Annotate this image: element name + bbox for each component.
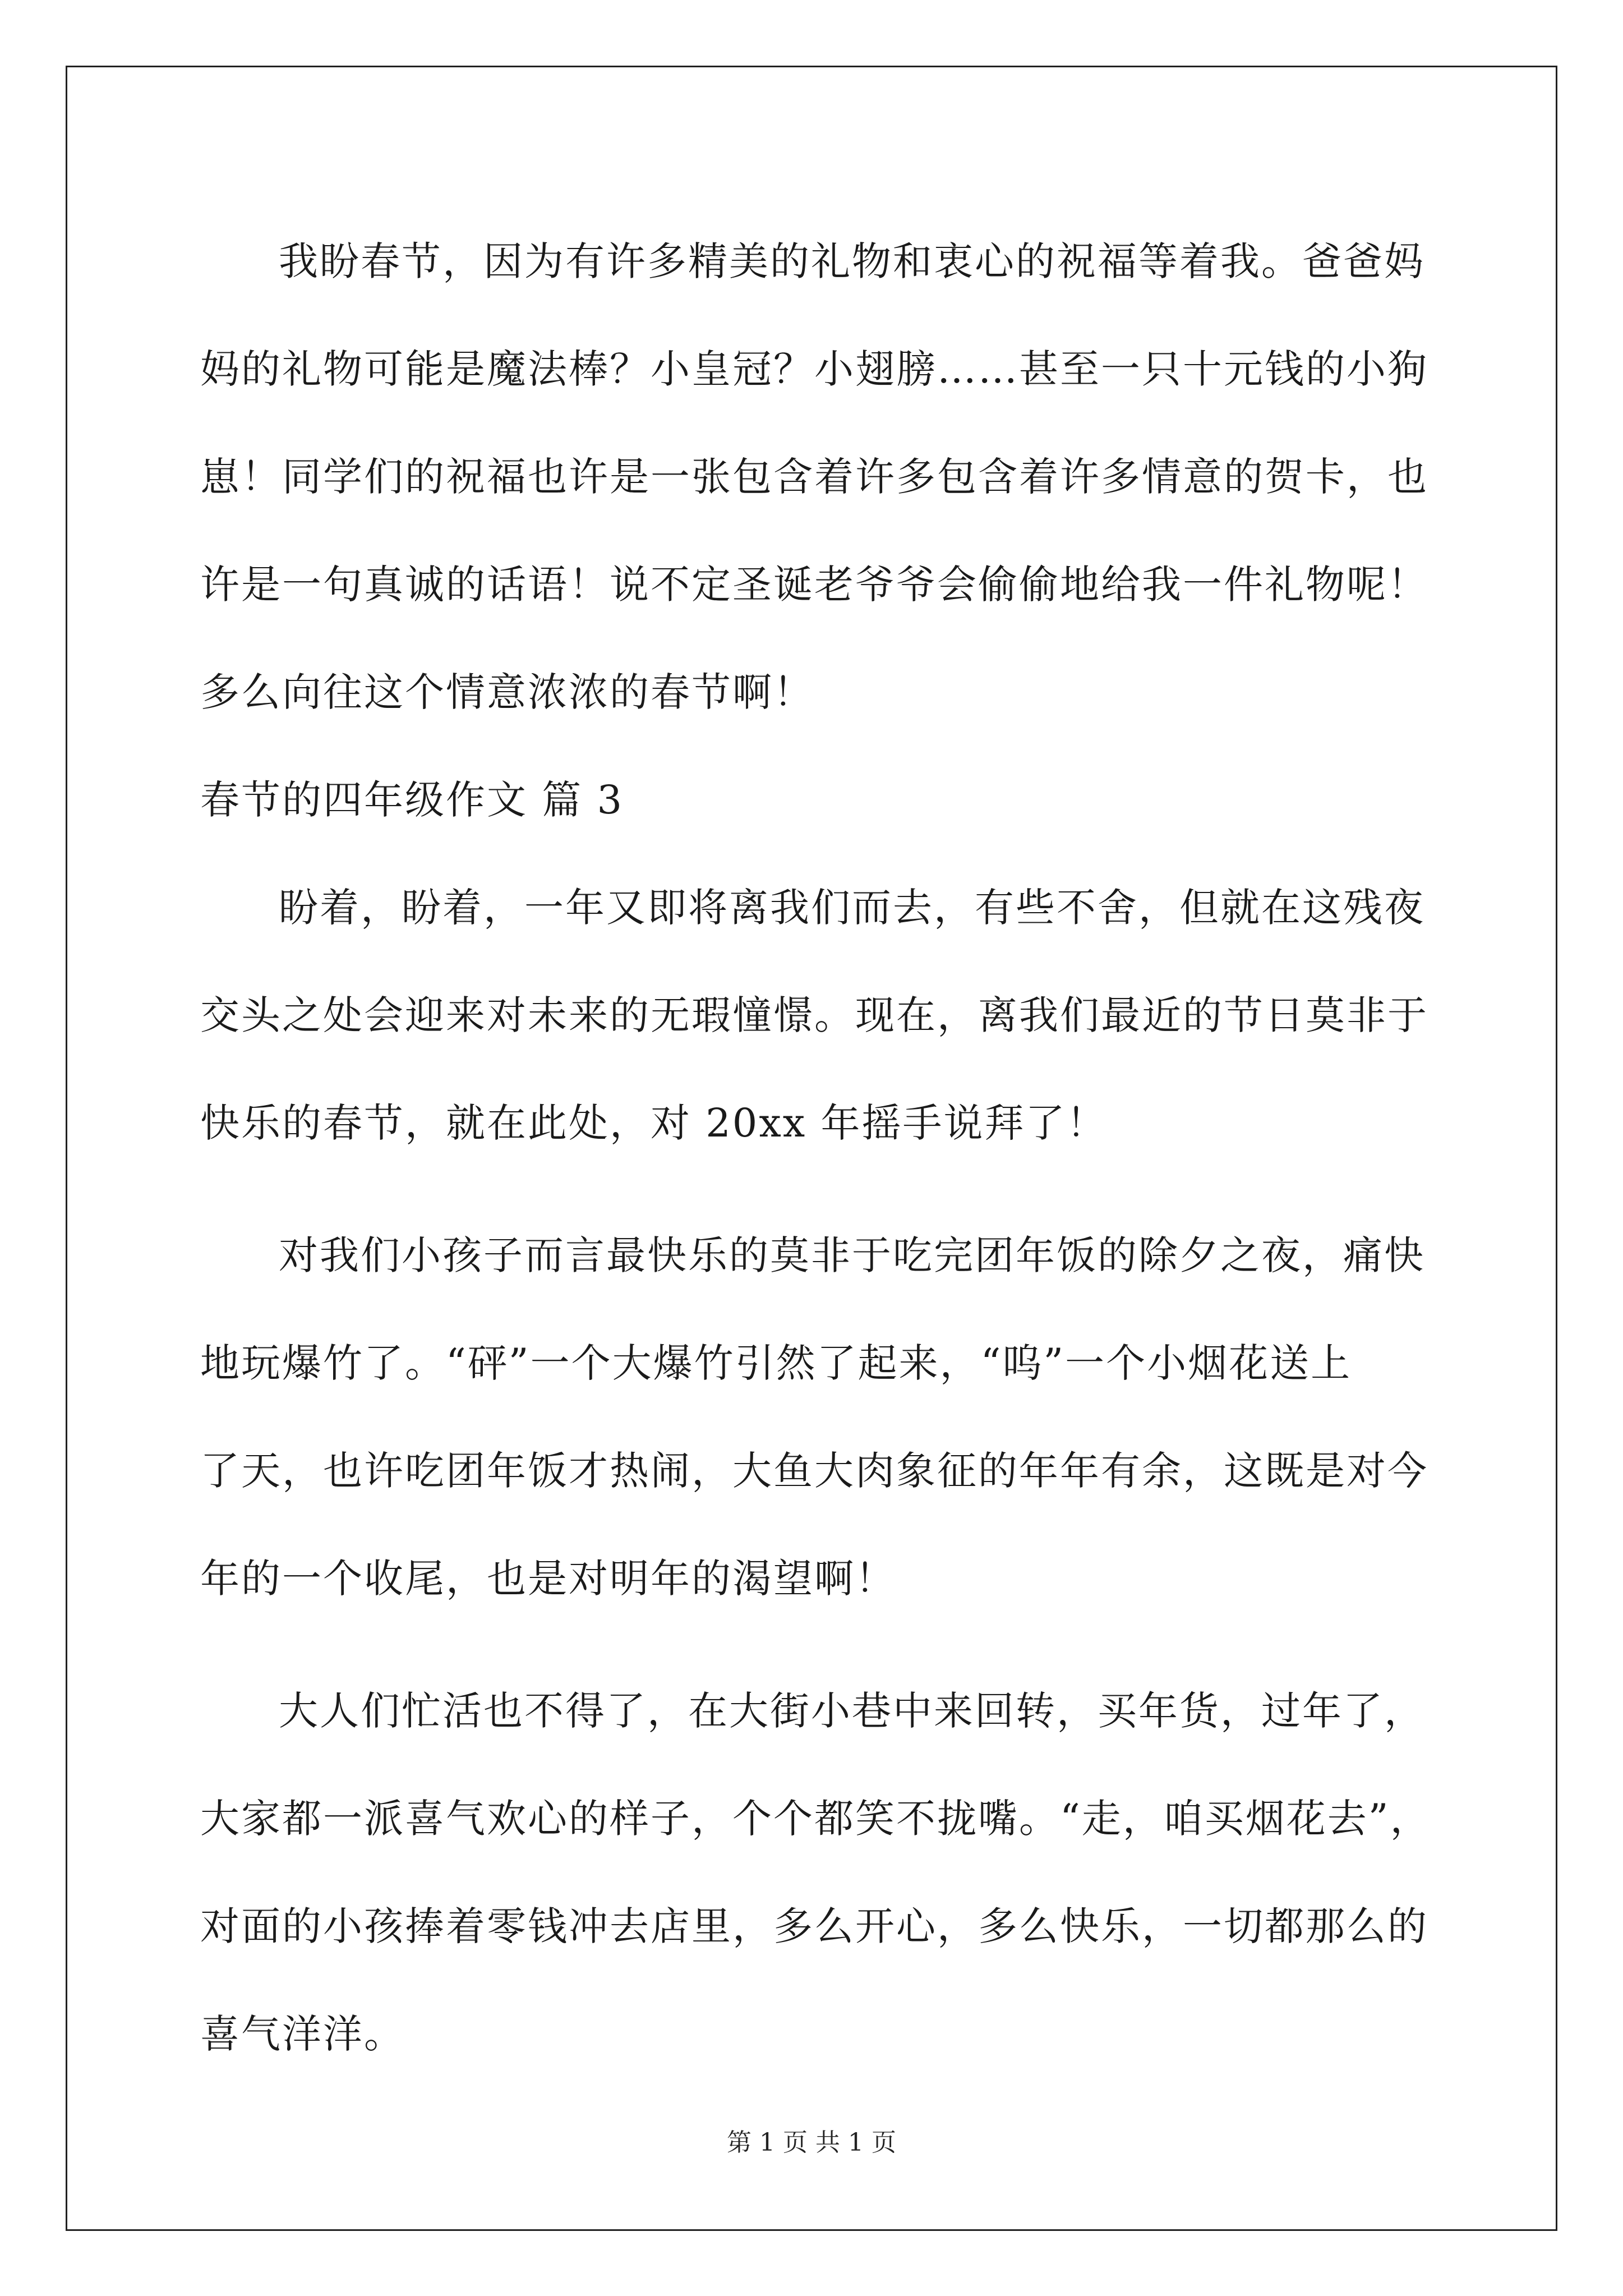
section-heading: 春节的四年级作文 篇 3 — [200, 777, 624, 823]
paragraph-gap — [200, 1177, 1451, 1202]
paragraph-4 — [200, 1657, 1451, 2088]
text-line: 年的一个收尾，也是对明年的渴望啊！ — [200, 1556, 896, 1602]
paragraph-gap — [200, 1632, 1451, 1657]
text-line: 对我们小孩子而言最快乐的莫非于吃完团年饭的除夕之夜，痛快 — [279, 1232, 1425, 1278]
text-line: 大人们忙活也不得了，在大街小巷中来回转，买年货，过年了， — [279, 1688, 1425, 1734]
text-line: 对面的小孩捧着零钱冲去店里，多么开心，多么快乐，一切都那么的 — [200, 1903, 1428, 1949]
paragraph-3 — [200, 1202, 1451, 1632]
page-footer: 第 1 页 共 1 页 — [727, 2128, 896, 2157]
text-line: 大家都一派喜气欢心的样子，个个都笑不拢嘴。“走，咱买烟花去”， — [200, 1796, 1431, 1842]
text-line: 许是一句真诚的话语！说不定圣诞老爷爷会偷偷地给我一件礼物呢！ — [200, 562, 1428, 608]
text-line: 交头之处会迎来对未来的无瑕憧憬。现在，离我们最近的节日莫非于 — [200, 992, 1428, 1038]
text-line: 了天，也许吃团年饭才热闹，大鱼大肉象征的年年有余，这既是对今 — [200, 1448, 1428, 1494]
text-line: 喜气洋洋。 — [200, 2011, 405, 2057]
text-line: 快乐的春节，就在此处，对 20xx 年摇手说拜了！ — [200, 1100, 1108, 1146]
text-line: 盼着，盼着，一年又即将离我们而去，有些不舍，但就在这残夜 — [279, 885, 1425, 931]
text-line: 妈的礼物可能是魔法棒？小皇冠？小翅膀……甚至一只十元钱的小狗 — [200, 346, 1428, 392]
paragraph-2 — [200, 854, 1451, 1177]
text-line: 我盼春节，因为有许多精美的礼物和衷心的祝福等着我。爸爸妈 — [279, 238, 1425, 284]
text-line: 崽！同学们的祝福也许是一张包含着许多包含着许多情意的贺卡，也 — [200, 454, 1428, 500]
paragraph-1 — [200, 208, 1451, 746]
text-line: 多么向往这个情意浓浓的春节啊！ — [200, 669, 814, 715]
text-line: 地玩爆竹了。“砰”一个大爆竹引然了起来，“呜”一个小烟花送上 — [200, 1340, 1352, 1386]
document-body — [200, 208, 1451, 2088]
